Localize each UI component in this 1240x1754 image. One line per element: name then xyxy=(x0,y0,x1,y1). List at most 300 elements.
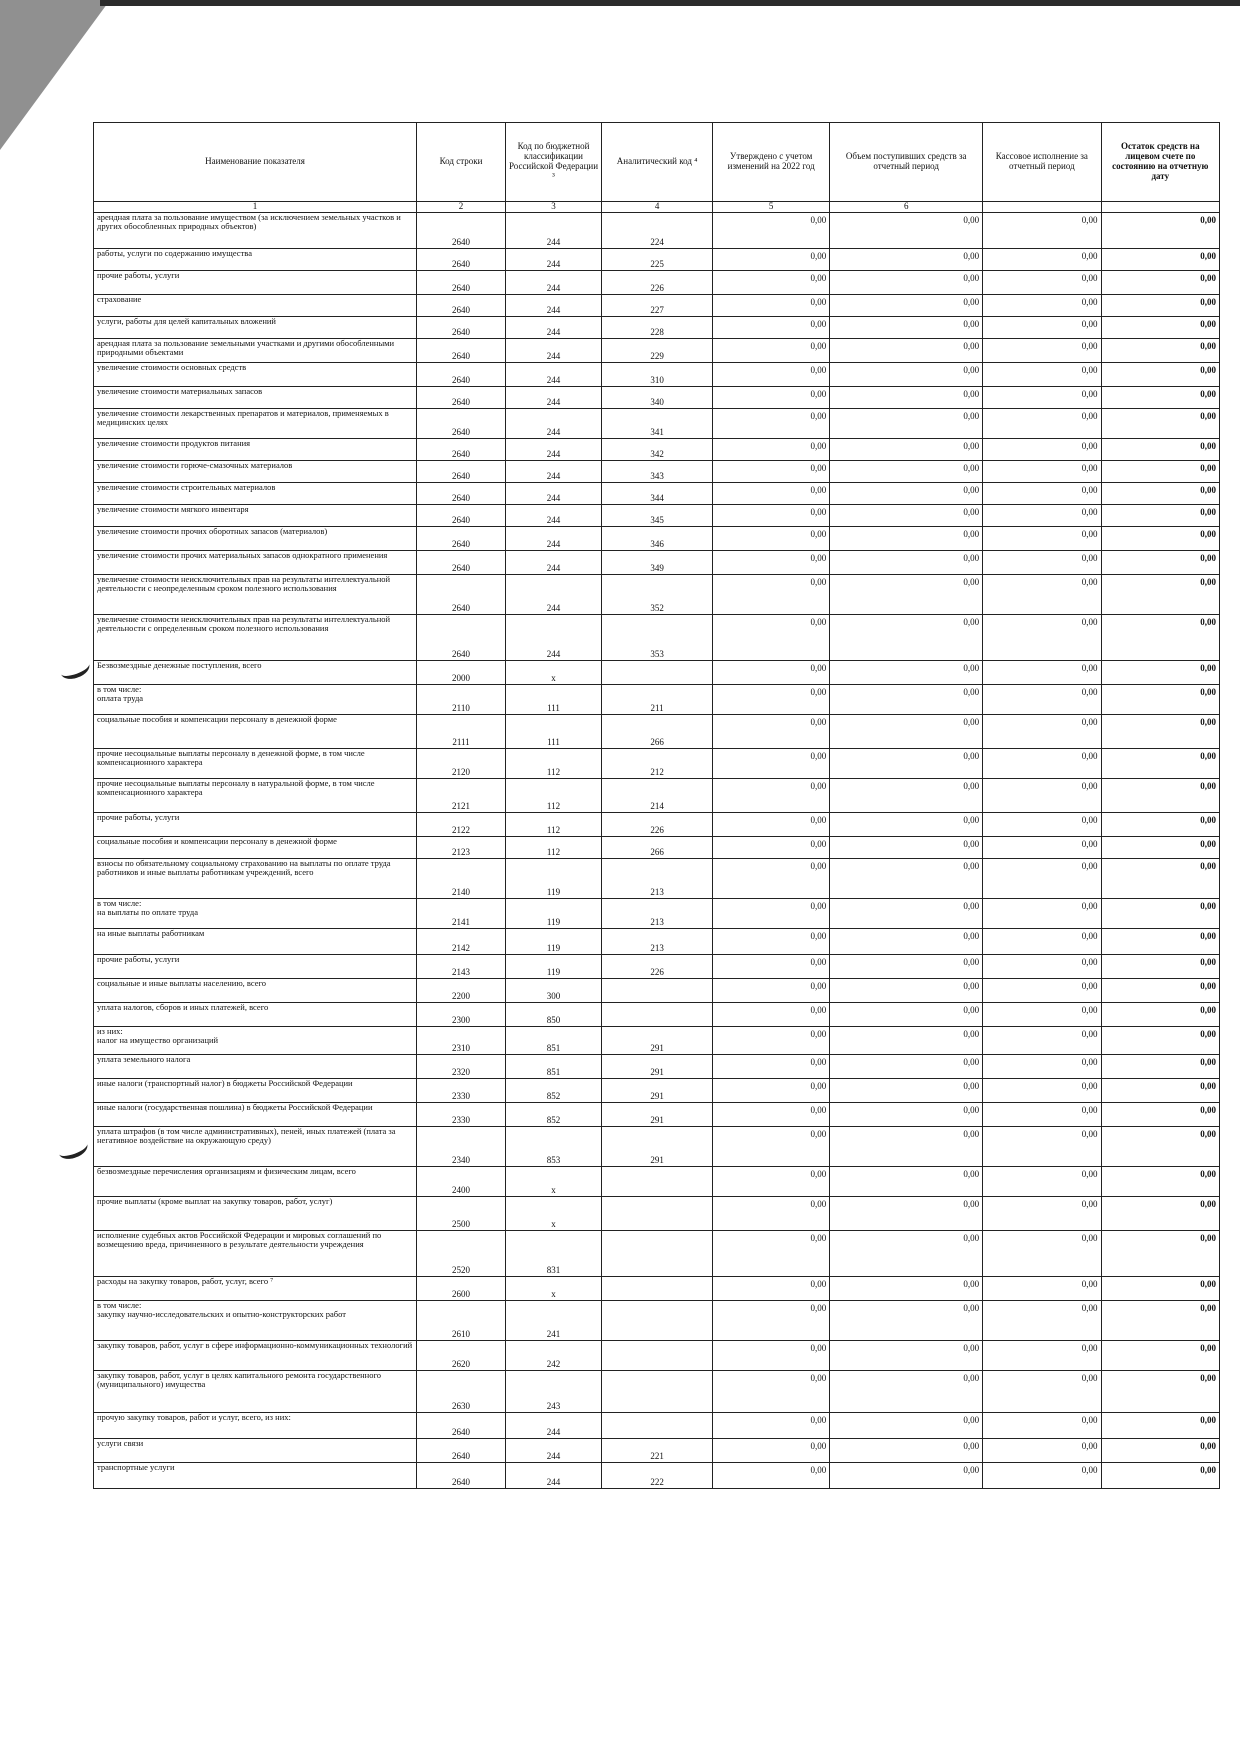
table-row xyxy=(94,715,1220,749)
scan-top-edge xyxy=(100,0,1240,6)
row-code: 2640 xyxy=(417,615,506,661)
received-value: 0,00 xyxy=(830,661,983,685)
balance-value: 0,00 xyxy=(1101,1079,1219,1103)
balance-value: 0,00 xyxy=(1101,1277,1219,1301)
budget-code: 111 xyxy=(505,715,601,749)
table-row xyxy=(94,1127,1220,1167)
budget-code: 244 xyxy=(505,1463,601,1489)
analytic-code: 266 xyxy=(602,715,713,749)
received-value: 0,00 xyxy=(830,1277,983,1301)
executed-value: 0,00 xyxy=(983,859,1101,899)
budget-code: 119 xyxy=(505,899,601,929)
executed-value: 0,00 xyxy=(983,1231,1101,1277)
row-name: увеличение стоимости материальных запасов xyxy=(94,387,417,409)
row-name: прочие несоциальные выплаты персоналу в денежной форме, в том числе компенсационного характера xyxy=(94,749,417,779)
analytic-code xyxy=(602,661,713,685)
received-value: 0,00 xyxy=(830,213,983,249)
row-code: 2640 xyxy=(417,1413,506,1439)
approved-value: 0,00 xyxy=(713,363,830,387)
received-value: 0,00 xyxy=(830,955,983,979)
approved-value: 0,00 xyxy=(713,1439,830,1463)
executed-value: 0,00 xyxy=(983,955,1101,979)
executed-value: 0,00 xyxy=(983,1341,1101,1371)
executed-value: 0,00 xyxy=(983,1079,1101,1103)
budget-code: 244 xyxy=(505,483,601,505)
row-name: арендная плата за пользование имуществом (за исключением земельных участков и других обособленных природных объектов) xyxy=(94,213,417,249)
approved-value: 0,00 xyxy=(713,483,830,505)
table-row xyxy=(94,271,1220,295)
budget-code: 300 xyxy=(505,979,601,1003)
received-value: 0,00 xyxy=(830,271,983,295)
executed-value: 0,00 xyxy=(983,483,1101,505)
column-number: 2 xyxy=(417,202,506,213)
analytic-code xyxy=(602,1231,713,1277)
balance-value: 0,00 xyxy=(1101,979,1219,1003)
table-row xyxy=(94,213,1220,249)
row-code: 2610 xyxy=(417,1301,506,1341)
executed-value: 0,00 xyxy=(983,439,1101,461)
row-code: 2000 xyxy=(417,661,506,685)
row-code: 2111 xyxy=(417,715,506,749)
table-row xyxy=(94,749,1220,779)
analytic-code xyxy=(602,1413,713,1439)
executed-value: 0,00 xyxy=(983,749,1101,779)
row-code: 2640 xyxy=(417,387,506,409)
balance-value: 0,00 xyxy=(1101,1371,1219,1413)
received-value: 0,00 xyxy=(830,929,983,955)
analytic-code: 224 xyxy=(602,213,713,249)
analytic-code xyxy=(602,1301,713,1341)
budget-code: 112 xyxy=(505,749,601,779)
analytic-code xyxy=(602,1371,713,1413)
header-analytic-code: Аналитический код ⁴ xyxy=(602,123,713,202)
analytic-code: 291 xyxy=(602,1127,713,1167)
row-name: в том числе: на выплаты по оплате труда xyxy=(94,899,417,929)
received-value: 0,00 xyxy=(830,749,983,779)
analytic-code: 226 xyxy=(602,955,713,979)
balance-value: 0,00 xyxy=(1101,409,1219,439)
received-value: 0,00 xyxy=(830,527,983,551)
row-name: в том числе: оплата труда xyxy=(94,685,417,715)
budget-code: 244 xyxy=(505,409,601,439)
row-code: 2110 xyxy=(417,685,506,715)
received-value: 0,00 xyxy=(830,483,983,505)
table-row xyxy=(94,859,1220,899)
header-row xyxy=(94,123,1220,202)
analytic-code: 222 xyxy=(602,1463,713,1489)
analytic-code: 353 xyxy=(602,615,713,661)
received-value: 0,00 xyxy=(830,505,983,527)
row-code: 2640 xyxy=(417,483,506,505)
table-row xyxy=(94,1079,1220,1103)
staple-mark xyxy=(58,655,92,682)
received-value: 0,00 xyxy=(830,575,983,615)
table-row xyxy=(94,317,1220,339)
approved-value: 0,00 xyxy=(713,439,830,461)
balance-value: 0,00 xyxy=(1101,575,1219,615)
approved-value: 0,00 xyxy=(713,685,830,715)
row-code: 2340 xyxy=(417,1127,506,1167)
analytic-code: 291 xyxy=(602,1103,713,1127)
executed-value: 0,00 xyxy=(983,1167,1101,1197)
executed-value: 0,00 xyxy=(983,779,1101,813)
analytic-code xyxy=(602,1197,713,1231)
row-code: 2640 xyxy=(417,409,506,439)
row-name: закупку товаров, работ, услуг в целях капитального ремонта государственного (муниципального) имущества xyxy=(94,1371,417,1413)
executed-value: 0,00 xyxy=(983,813,1101,837)
budget-code: 244 xyxy=(505,461,601,483)
approved-value: 0,00 xyxy=(713,661,830,685)
balance-value: 0,00 xyxy=(1101,295,1219,317)
row-code: 2140 xyxy=(417,859,506,899)
executed-value: 0,00 xyxy=(983,1301,1101,1341)
executed-value: 0,00 xyxy=(983,461,1101,483)
row-name: увеличение стоимости основных средств xyxy=(94,363,417,387)
balance-value: 0,00 xyxy=(1101,1055,1219,1079)
row-name: социальные и иные выплаты населению, всего xyxy=(94,979,417,1003)
executed-value: 0,00 xyxy=(983,929,1101,955)
row-code: 2121 xyxy=(417,779,506,813)
table-row xyxy=(94,339,1220,363)
received-value: 0,00 xyxy=(830,249,983,271)
row-code: 2640 xyxy=(417,295,506,317)
executed-value: 0,00 xyxy=(983,685,1101,715)
row-code: 2640 xyxy=(417,271,506,295)
analytic-code: 342 xyxy=(602,439,713,461)
executed-value: 0,00 xyxy=(983,715,1101,749)
balance-value: 0,00 xyxy=(1101,505,1219,527)
balance-value: 0,00 xyxy=(1101,837,1219,859)
table-row xyxy=(94,439,1220,461)
received-value: 0,00 xyxy=(830,1103,983,1127)
table-row xyxy=(94,1103,1220,1127)
budget-code: 850 xyxy=(505,1003,601,1027)
executed-value: 0,00 xyxy=(983,575,1101,615)
analytic-code: 266 xyxy=(602,837,713,859)
column-number-row xyxy=(94,202,1220,213)
approved-value: 0,00 xyxy=(713,249,830,271)
approved-value: 0,00 xyxy=(713,1003,830,1027)
budget-code: 244 xyxy=(505,363,601,387)
received-value: 0,00 xyxy=(830,295,983,317)
analytic-code: 225 xyxy=(602,249,713,271)
row-name: иные налоги (транспортный налог) в бюджеты Российской Федерации xyxy=(94,1079,417,1103)
analytic-code xyxy=(602,1167,713,1197)
approved-value: 0,00 xyxy=(713,551,830,575)
analytic-code: 346 xyxy=(602,527,713,551)
balance-value: 0,00 xyxy=(1101,1197,1219,1231)
balance-value: 0,00 xyxy=(1101,899,1219,929)
balance-value: 0,00 xyxy=(1101,1127,1219,1167)
budget-code: 851 xyxy=(505,1027,601,1055)
executed-value: 0,00 xyxy=(983,1055,1101,1079)
balance-value: 0,00 xyxy=(1101,213,1219,249)
row-name: прочие работы, услуги xyxy=(94,955,417,979)
approved-value: 0,00 xyxy=(713,715,830,749)
approved-value: 0,00 xyxy=(713,505,830,527)
analytic-code: 344 xyxy=(602,483,713,505)
table-row xyxy=(94,661,1220,685)
executed-value: 0,00 xyxy=(983,1027,1101,1055)
table-row xyxy=(94,527,1220,551)
column-number: 6 xyxy=(830,202,983,213)
header-budget-code: Код по бюджетной классификации Российской Федерации ³ xyxy=(505,123,601,202)
row-name: социальные пособия и компенсации персоналу в денежной форме xyxy=(94,715,417,749)
executed-value: 0,00 xyxy=(983,387,1101,409)
approved-value: 0,00 xyxy=(713,1341,830,1371)
executed-value: 0,00 xyxy=(983,1463,1101,1489)
table-row xyxy=(94,1341,1220,1371)
budget-code: 244 xyxy=(505,295,601,317)
received-value: 0,00 xyxy=(830,1167,983,1197)
received-value: 0,00 xyxy=(830,859,983,899)
column-number xyxy=(983,202,1101,213)
row-name: Безвозмездные денежные поступления, всего xyxy=(94,661,417,685)
row-name: прочие несоциальные выплаты персоналу в натуральной форме, в том числе компенсационного характера xyxy=(94,779,417,813)
approved-value: 0,00 xyxy=(713,1413,830,1439)
approved-value: 0,00 xyxy=(713,1301,830,1341)
budget-code: 851 xyxy=(505,1055,601,1079)
budget-code: 244 xyxy=(505,551,601,575)
budget-code: 852 xyxy=(505,1103,601,1127)
analytic-code xyxy=(602,979,713,1003)
balance-value: 0,00 xyxy=(1101,955,1219,979)
received-value: 0,00 xyxy=(830,387,983,409)
table-row xyxy=(94,1301,1220,1341)
table-row xyxy=(94,929,1220,955)
budget-code: 244 xyxy=(505,271,601,295)
table-row xyxy=(94,575,1220,615)
approved-value: 0,00 xyxy=(713,387,830,409)
row-name: уплата штрафов (в том числе административных), пеней, иных платежей (плата за негативное воздействие на окружающую среду) xyxy=(94,1127,417,1167)
row-code: 2640 xyxy=(417,213,506,249)
budget-code: 243 xyxy=(505,1371,601,1413)
received-value: 0,00 xyxy=(830,409,983,439)
row-name: на иные выплаты работникам xyxy=(94,929,417,955)
row-code: 2320 xyxy=(417,1055,506,1079)
balance-value: 0,00 xyxy=(1101,1027,1219,1055)
table-row xyxy=(94,461,1220,483)
approved-value: 0,00 xyxy=(713,1027,830,1055)
row-name: увеличение стоимости продуктов питания xyxy=(94,439,417,461)
table-row xyxy=(94,685,1220,715)
row-name: увеличение стоимости прочих материальных запасов однократного применения xyxy=(94,551,417,575)
header-received: Объем поступивших средств за отчетный период xyxy=(830,123,983,202)
budget-code: 244 xyxy=(505,527,601,551)
approved-value: 0,00 xyxy=(713,1103,830,1127)
executed-value: 0,00 xyxy=(983,213,1101,249)
budget-code: 119 xyxy=(505,929,601,955)
approved-value: 0,00 xyxy=(713,213,830,249)
balance-value: 0,00 xyxy=(1101,1463,1219,1489)
approved-value: 0,00 xyxy=(713,1463,830,1489)
executed-value: 0,00 xyxy=(983,527,1101,551)
row-code: 2143 xyxy=(417,955,506,979)
received-value: 0,00 xyxy=(830,1301,983,1341)
analytic-code: 227 xyxy=(602,295,713,317)
table-row xyxy=(94,1231,1220,1277)
analytic-code: 211 xyxy=(602,685,713,715)
row-code: 2300 xyxy=(417,1003,506,1027)
table-row xyxy=(94,505,1220,527)
approved-value: 0,00 xyxy=(713,837,830,859)
row-name: работы, услуги по содержанию имущества xyxy=(94,249,417,271)
budget-code: 244 xyxy=(505,505,601,527)
row-code: 2640 xyxy=(417,575,506,615)
column-number: 5 xyxy=(713,202,830,213)
budget-code: 242 xyxy=(505,1341,601,1371)
row-code: 2120 xyxy=(417,749,506,779)
received-value: 0,00 xyxy=(830,1413,983,1439)
executed-value: 0,00 xyxy=(983,505,1101,527)
executed-value: 0,00 xyxy=(983,1413,1101,1439)
executed-value: 0,00 xyxy=(983,1197,1101,1231)
row-name: иные налоги (государственная пошлина) в бюджеты Российской Федерации xyxy=(94,1103,417,1127)
column-number: 1 xyxy=(94,202,417,213)
analytic-code: 349 xyxy=(602,551,713,575)
balance-value: 0,00 xyxy=(1101,929,1219,955)
row-code: 2520 xyxy=(417,1231,506,1277)
balance-value: 0,00 xyxy=(1101,685,1219,715)
budget-code: x xyxy=(505,661,601,685)
budget-code: 244 xyxy=(505,1413,601,1439)
received-value: 0,00 xyxy=(830,1003,983,1027)
received-value: 0,00 xyxy=(830,1027,983,1055)
executed-value: 0,00 xyxy=(983,409,1101,439)
analytic-code: 345 xyxy=(602,505,713,527)
table-row xyxy=(94,1167,1220,1197)
balance-value: 0,00 xyxy=(1101,813,1219,837)
table-row xyxy=(94,1003,1220,1027)
table-row xyxy=(94,1027,1220,1055)
approved-value: 0,00 xyxy=(713,271,830,295)
analytic-code xyxy=(602,1003,713,1027)
row-code: 2630 xyxy=(417,1371,506,1413)
header-approved: Утверждено с учетом изменений на 2022 год xyxy=(713,123,830,202)
analytic-code: 226 xyxy=(602,271,713,295)
balance-value: 0,00 xyxy=(1101,363,1219,387)
table-row xyxy=(94,295,1220,317)
approved-value: 0,00 xyxy=(713,779,830,813)
row-name: транспортные услуги xyxy=(94,1463,417,1489)
row-code: 2640 xyxy=(417,249,506,271)
table-row xyxy=(94,1277,1220,1301)
analytic-code: 214 xyxy=(602,779,713,813)
row-name: увеличение стоимости неисключительных прав на результаты интеллектуальной деятельности с неопределенным сроком полезного использования xyxy=(94,575,417,615)
approved-value: 0,00 xyxy=(713,955,830,979)
budget-code: 244 xyxy=(505,615,601,661)
row-code: 2400 xyxy=(417,1167,506,1197)
balance-value: 0,00 xyxy=(1101,1167,1219,1197)
analytic-code: 291 xyxy=(602,1079,713,1103)
table-row xyxy=(94,551,1220,575)
approved-value: 0,00 xyxy=(713,615,830,661)
received-value: 0,00 xyxy=(830,685,983,715)
balance-value: 0,00 xyxy=(1101,715,1219,749)
received-value: 0,00 xyxy=(830,363,983,387)
approved-value: 0,00 xyxy=(713,979,830,1003)
balance-value: 0,00 xyxy=(1101,551,1219,575)
table-row xyxy=(94,615,1220,661)
header-name: Наименование показателя xyxy=(94,123,417,202)
row-name: расходы на закупку товаров, работ, услуг, всего ⁷ xyxy=(94,1277,417,1301)
row-name: уплата земельного налога xyxy=(94,1055,417,1079)
received-value: 0,00 xyxy=(830,1463,983,1489)
table-row xyxy=(94,813,1220,837)
row-name: взносы по обязательному социальному страхованию на выплаты по оплате труда работников и иные выплаты работникам учреждений, всего xyxy=(94,859,417,899)
analytic-code: 343 xyxy=(602,461,713,483)
analytic-code: 341 xyxy=(602,409,713,439)
received-value: 0,00 xyxy=(830,899,983,929)
row-code: 2142 xyxy=(417,929,506,955)
budget-code: x xyxy=(505,1197,601,1231)
balance-value: 0,00 xyxy=(1101,317,1219,339)
received-value: 0,00 xyxy=(830,615,983,661)
table-row xyxy=(94,979,1220,1003)
row-name: прочие работы, услуги xyxy=(94,813,417,837)
budget-code: 853 xyxy=(505,1127,601,1167)
analytic-code: 340 xyxy=(602,387,713,409)
received-value: 0,00 xyxy=(830,779,983,813)
report-table xyxy=(93,122,1220,1489)
budget-code: x xyxy=(505,1277,601,1301)
row-code: 2123 xyxy=(417,837,506,859)
received-value: 0,00 xyxy=(830,979,983,1003)
row-name: закупку товаров, работ, услуг в сфере информационно-коммуникационных технологий xyxy=(94,1341,417,1371)
table-row xyxy=(94,899,1220,929)
approved-value: 0,00 xyxy=(713,1055,830,1079)
approved-value: 0,00 xyxy=(713,1231,830,1277)
balance-value: 0,00 xyxy=(1101,461,1219,483)
balance-value: 0,00 xyxy=(1101,439,1219,461)
received-value: 0,00 xyxy=(830,439,983,461)
row-name: увеличение стоимости прочих оборотных запасов (материалов) xyxy=(94,527,417,551)
executed-value: 0,00 xyxy=(983,1127,1101,1167)
row-code: 2200 xyxy=(417,979,506,1003)
table-row xyxy=(94,1463,1220,1489)
executed-value: 0,00 xyxy=(983,551,1101,575)
executed-value: 0,00 xyxy=(983,1439,1101,1463)
budget-code: 241 xyxy=(505,1301,601,1341)
analytic-code: 213 xyxy=(602,859,713,899)
analytic-code: 228 xyxy=(602,317,713,339)
approved-value: 0,00 xyxy=(713,295,830,317)
received-value: 0,00 xyxy=(830,461,983,483)
executed-value: 0,00 xyxy=(983,271,1101,295)
budget-code: 852 xyxy=(505,1079,601,1103)
table-row xyxy=(94,483,1220,505)
table-row xyxy=(94,1197,1220,1231)
executed-value: 0,00 xyxy=(983,249,1101,271)
row-name: услуги связи xyxy=(94,1439,417,1463)
approved-value: 0,00 xyxy=(713,527,830,551)
row-code: 2640 xyxy=(417,505,506,527)
approved-value: 0,00 xyxy=(713,1277,830,1301)
row-name: исполнение судебных актов Российской Федерации и мировых соглашений по возмещению вреда, причиненного в результате деятельности учреждения xyxy=(94,1231,417,1277)
analytic-code: 291 xyxy=(602,1027,713,1055)
balance-value: 0,00 xyxy=(1101,859,1219,899)
approved-value: 0,00 xyxy=(713,339,830,363)
received-value: 0,00 xyxy=(830,1231,983,1277)
table-row xyxy=(94,387,1220,409)
row-name: арендная плата за пользование земельными участками и другими обособленными природными объектами xyxy=(94,339,417,363)
balance-value: 0,00 xyxy=(1101,749,1219,779)
budget-code: 244 xyxy=(505,439,601,461)
row-name: увеличение стоимости горюче-смазочных материалов xyxy=(94,461,417,483)
row-name: увеличение стоимости мягкого инвентаря xyxy=(94,505,417,527)
analytic-code: 213 xyxy=(602,929,713,955)
table-row xyxy=(94,249,1220,271)
